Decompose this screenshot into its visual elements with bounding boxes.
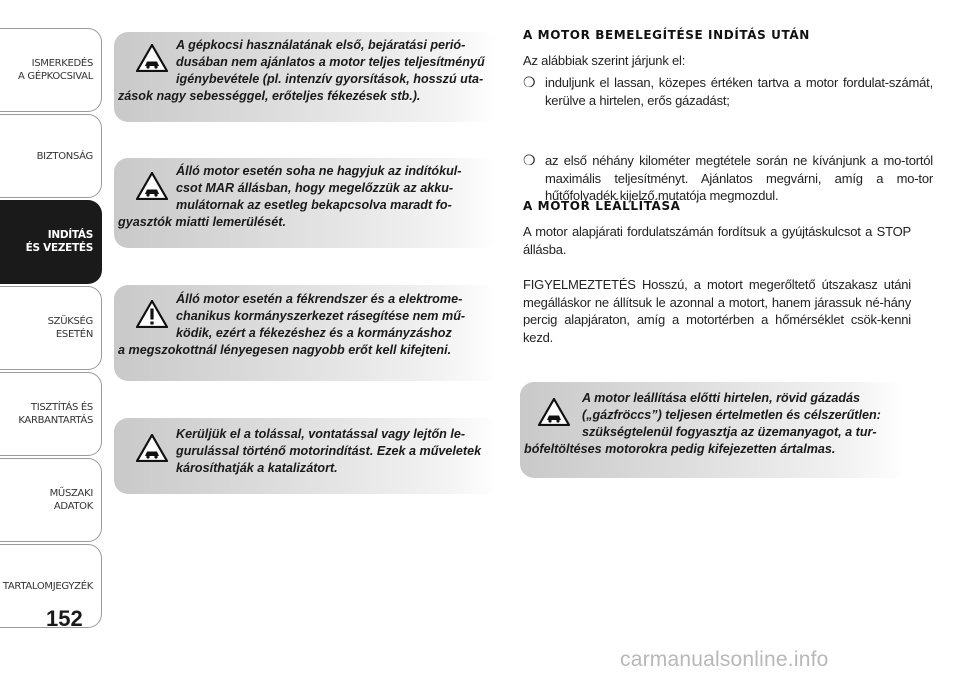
warning-box-ignition-key [114,158,498,248]
tab-biztonsag[interactable] [0,114,102,198]
tab-label: TISZTÍTÁS ÉS [30,402,93,413]
watermark: carmanualsonline.info [620,648,829,671]
tab-tisztitas-es-karbantartas[interactable] [0,372,102,456]
paragraph-warning-note: FIGYELMEZTETÉS Hosszú, a motort megerőltető útszakasz utáni megálláskor ne állítsuk le azonnal a motort, hanem járassuk né-hány percig alapjáraton, amíg a motortérben a hőmérséklet csök-kenni kezd. [523,277,911,345]
warning-box-break-in [114,32,498,122]
exclamation-warning-icon [136,300,168,328]
tab-inditas-es-vezetes[interactable] [0,200,102,284]
tab-label: ISMERKEDÉS [31,58,93,69]
tab-label: A GÉPKOCSIVAL [18,71,93,82]
paragraph: A motor alapjárati fordulatszámán fordítsuk a gyújtáskulcsot a STOP állásba. [523,224,911,257]
warning-line: igénybevétele (pl. intenzív gyorsítások, hosszú uta- [176,72,484,86]
list-item [523,152,933,205]
warning-line: gurulással történő motorindítást. Ezek a műveletek [176,444,482,458]
tab-muszaki-adatok[interactable] [0,458,102,542]
warning-line: Álló motor esetén soha ne hagyjuk az indítókul- [176,164,462,178]
warning-line: károsíthatják a katalizátort. [176,461,338,475]
list-item-text: induljunk el lassan, közepes értéken tartva a motor fordulat-számát, kerülve a hirtelen, erős gázadást; [545,75,933,108]
warning-line: chanikus kormányszerkezet rásegítése nem mű- [176,309,466,323]
warning-box-push-start [114,418,498,494]
car-warning-icon [136,172,168,200]
warning-line: dusában nem ajánlatos a motor teljes teljesítményű [176,55,485,69]
tab-ismerkedes[interactable] [0,28,102,112]
warning-line: ködik, ezért a fékezéshez és a kormányzáshoz [176,326,452,340]
list-item [523,74,933,109]
warning-line: mulátornak az esetleg bekapcsolva maradt fo- [176,198,452,212]
car-warning-icon [538,398,570,426]
tab-label: ÉS VEZETÉS [25,242,93,254]
warning-line: csot MAR állásban, hogy megelőzzük az akku- [176,181,454,195]
tab-label: INDÍTÁS [47,229,93,241]
tab-label: TARTALOMJEGYZÉK [2,580,93,592]
warning-line: szükségtelenül fogyasztja az üzemanyagot, a tur- [582,425,877,439]
warning-line: Álló motor esetén a fékrendszer és a elektrome- [176,292,463,306]
tab-label: SZÜKSÉG [47,316,93,327]
warning-box-throttle-blip [520,382,906,478]
bullet-circle-icon: ❍ [523,152,536,168]
bullet-circle-icon: ❍ [523,74,536,90]
warning-line: gyasztók miatti lemerülését. [118,215,286,229]
warning-line: A gépkocsi használatának első, bejáratási perió- [176,38,466,52]
chapter-tabs [0,28,102,630]
tab-szukseg-eseten[interactable] [0,286,102,370]
warning-line: a megszokottnál lényegesen nagyobb erőt kell kifejteni. [118,343,452,357]
warning-line: A motor leállítása előtti hirtelen, rövid gázadás [582,391,861,405]
warning-line: („gázfröccs”) teljesen értelmetlen és célszerűtlen: [582,408,881,422]
page-number: 152 [46,606,83,631]
section-heading-warmup: A MOTOR BEMELEGÍTÉSE INDÍTÁS UTÁN [523,28,810,42]
tab-label: MŰSZAKI [49,488,93,499]
tab-label: KARBANTARTÁS [18,415,93,426]
car-warning-icon [136,44,168,72]
tab-label: ESETÉN [55,329,93,340]
list-item-text: az első néhány kilométer megtétele során ne kívánjunk a mo-tortól maximális teljesítményt. Ajánlatos megvárni, amíg a mo-tor hűtőfolyadék kijelző mutatója megmozdul. [545,153,933,203]
tab-label: ADATOK [53,501,93,512]
warning-box-brake-steering [114,285,498,381]
car-warning-icon [136,434,168,462]
tab-label: BIZTONSÁG [36,150,93,162]
intro-text: Az alábbiak szerint járjunk el: [523,53,686,68]
warning-line: Kerüljük el a tolással, vontatással vagy lejtőn le- [176,427,466,441]
warning-line: zások nagy sebességgel, erőteljes fékezések stb.). [118,89,421,103]
warning-line: bófeltöltéses motorokra pedig kifejezetten ártalmas. [524,442,836,456]
section-heading-engine-stop: A MOTOR LEÁLLÍTÁSA [523,199,681,213]
